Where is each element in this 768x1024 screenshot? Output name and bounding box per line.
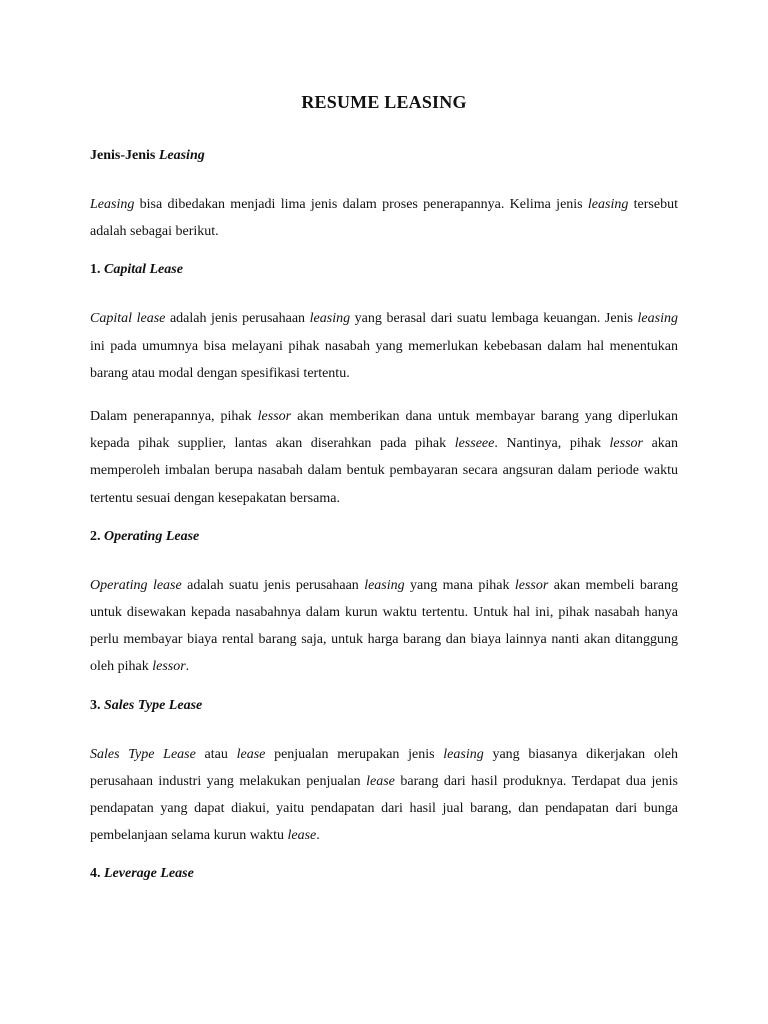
italic-term: lease xyxy=(287,828,317,844)
body-paragraph xyxy=(90,741,678,850)
section-title: Leverage Lease xyxy=(104,866,194,882)
text-run: akan memberikan dana untuk membayar barang yang diperlukan kepada pihak supplier, lantas akan diserahkan pada pihak xyxy=(90,409,678,452)
intro-heading-italic: Leasing xyxy=(158,148,205,163)
section-heading xyxy=(90,528,678,546)
section-number: 2. xyxy=(90,528,104,544)
text-run: yang biasanya dikerjakan oleh perusahaan industri yang melakukan penjualan xyxy=(90,746,678,789)
text-run: akan membeli barang untuk disewakan kepada nasabahnya dalam kurun waktu tertentu. Untuk hal ini, pihak nasabah hanya perlu membayar biaya rental barang saja, untuk harga barang dan biaya lainnya nanti akan ditanggung oleh pihak xyxy=(90,577,678,675)
text-run: . xyxy=(185,659,190,675)
italic-term: Capital lease xyxy=(90,311,166,327)
text-run: . xyxy=(316,828,320,844)
text-run: . Nantinya, pihak xyxy=(494,436,610,452)
text-run: adalah suatu jenis perusahaan xyxy=(181,577,365,593)
section-heading xyxy=(90,697,678,715)
section-heading xyxy=(90,261,678,279)
intro-heading xyxy=(90,147,678,165)
text-run: barang dari hasil produknya. Terdapat dua jenis pendapatan yang dapat diakui, yaitu pendapatan dari hasil jual barang, dan pendapatan dari bunga pembelanjaan selama kurun waktu xyxy=(90,773,678,844)
italic-term: Leasing xyxy=(90,197,135,212)
text-run: atau xyxy=(195,746,237,762)
italic-term: lessor xyxy=(257,409,292,425)
sections-container xyxy=(90,261,678,883)
section-number: 1. xyxy=(90,262,104,278)
section-title: Capital Lease xyxy=(104,262,183,278)
italic-term: lessor xyxy=(152,659,186,675)
text-run: akan memperoleh imbalan berupa nasabah dalam bentuk pembayaran secara angsuran dalam periode waktu tertentu sesuai dengan kesepakatan bersama. xyxy=(90,436,678,506)
italic-term: lessor xyxy=(514,577,549,593)
italic-term: lease xyxy=(366,773,395,789)
text-run: bisa dibedakan menjadi lima jenis dalam proses penerapannya. Kelima jenis xyxy=(134,197,588,212)
section-title: Operating Lease xyxy=(104,528,200,544)
italic-term: lessor xyxy=(609,436,643,452)
italic-term: lesseee xyxy=(454,436,495,452)
text-run: adalah jenis perusahaan xyxy=(165,311,310,327)
italic-term: leasing xyxy=(587,197,629,212)
italic-term: leasing xyxy=(637,311,678,327)
text-run: ini pada umumnya bisa melayani pihak nasabah yang memerlukan kebebasan dalam hal menentukan barang atau modal dengan spesifikasi tertentu. xyxy=(90,338,678,381)
text-run: penjualan merupakan jenis xyxy=(265,746,444,762)
document-page xyxy=(90,92,678,909)
section-heading xyxy=(90,865,678,883)
page-title: RESUME LEASING xyxy=(301,92,467,112)
italic-term: Sales Type Lease xyxy=(90,746,196,762)
text-run: Dalam penerapannya, pihak xyxy=(90,409,258,425)
text-run: tersebut adalah sebagai berikut. xyxy=(90,197,678,240)
italic-term: leasing xyxy=(309,311,351,327)
intro-heading-prefix: Jenis-Jenis xyxy=(90,148,159,163)
section-number: 4. xyxy=(90,866,104,882)
italic-term: Operating lease xyxy=(90,577,182,593)
text-run: yang mana pihak xyxy=(404,577,515,593)
section-number: 3. xyxy=(90,697,104,713)
body-paragraph xyxy=(90,305,678,387)
italic-term: leasing xyxy=(364,577,405,593)
italic-term: leasing xyxy=(443,746,484,762)
body-paragraph xyxy=(90,572,678,681)
intro-paragraph xyxy=(90,191,678,245)
section-title: Sales Type Lease xyxy=(104,697,203,713)
italic-term: lease xyxy=(236,746,266,762)
body-paragraph xyxy=(90,403,678,512)
text-run: yang berasal dari suatu lembaga keuangan. Jenis xyxy=(350,311,638,327)
